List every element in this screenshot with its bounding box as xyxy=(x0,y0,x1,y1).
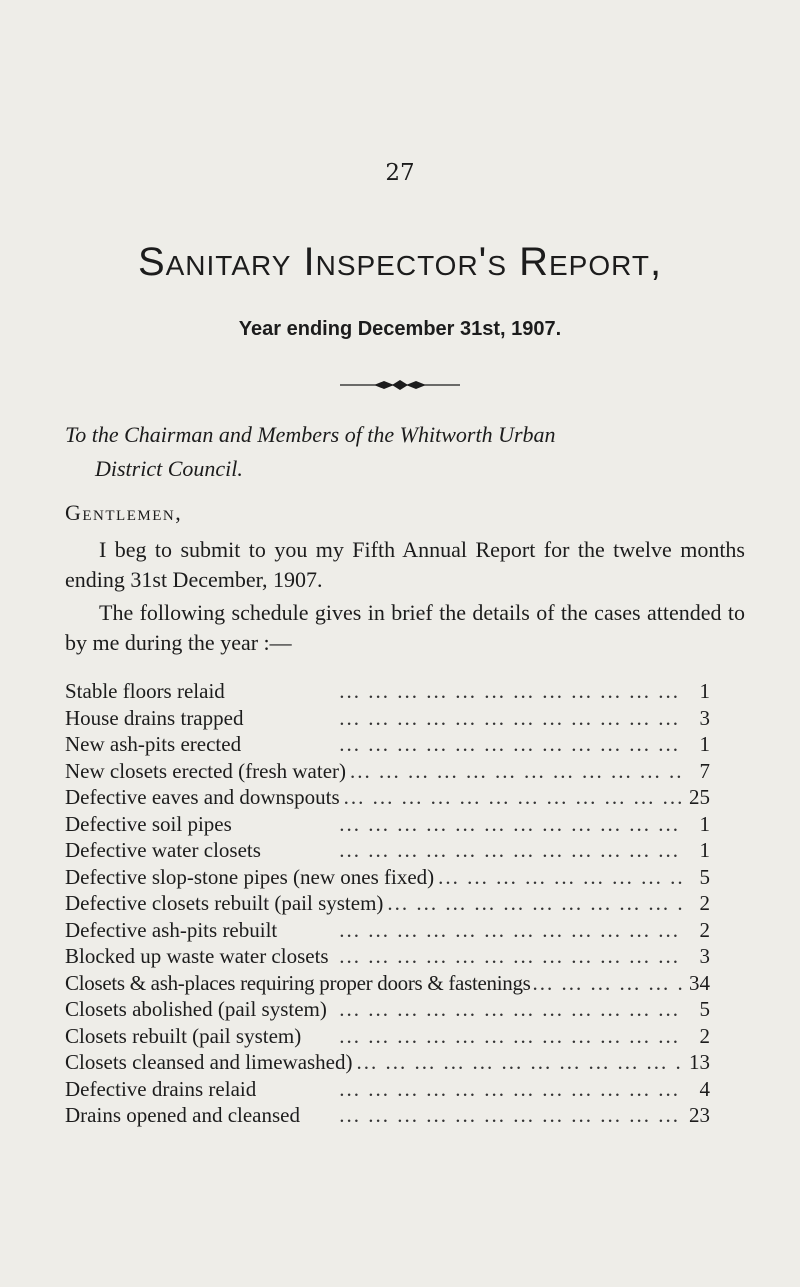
schedule-item-label: Defective water closets xyxy=(65,838,261,862)
page-number: 27 xyxy=(385,160,415,186)
schedule-item-label: Blocked up waste water closets xyxy=(65,944,329,968)
schedule-item-count: 1 xyxy=(699,811,710,836)
schedule-item-label: Defective closets rebuilt (pail system) xyxy=(65,891,384,915)
dot-leader xyxy=(301,1023,684,1050)
schedule-row xyxy=(65,837,710,864)
dot-leader xyxy=(277,917,684,944)
schedule-item-count: 5 xyxy=(699,997,710,1021)
dot-leader xyxy=(256,1076,684,1103)
schedule-row xyxy=(65,1049,710,1076)
schedule-row xyxy=(65,970,710,997)
schedule-row xyxy=(65,758,710,785)
schedule-item-label: Defective soil pipes xyxy=(65,811,232,836)
schedule-row xyxy=(65,1102,710,1129)
dot-leader xyxy=(383,890,684,917)
dot-leader xyxy=(300,1102,684,1129)
schedule-item-count: 25 xyxy=(689,785,710,809)
schedule-item-count: 2 xyxy=(699,891,710,915)
intro-paragraph: I beg to submit to you my Fifth Annual Report for the twelve months ending 31st December, 1907. xyxy=(65,537,745,592)
schedule-item-label: Defective ash-pits rebuilt xyxy=(65,917,278,942)
schedule-row xyxy=(65,1023,710,1050)
schedule-item-count: 34 xyxy=(689,970,710,995)
schedule-item-count: 1 xyxy=(699,732,710,756)
schedule-item-label: New ash-pits erected xyxy=(65,732,242,756)
schedule-row xyxy=(65,890,710,917)
dot-leader xyxy=(434,864,684,891)
schedule-intro-paragraph: The following schedule gives in brief the details of the cases attended to by me during the year :— xyxy=(65,600,745,655)
salutation: Gentlemen, xyxy=(65,500,183,525)
address-block xyxy=(65,418,765,486)
schedule-item-label: House drains trapped xyxy=(65,705,244,730)
schedule-item-label: Closets cleansed and limewashed) xyxy=(65,1050,353,1074)
report-subtitle: Year ending December 31st, 1907. xyxy=(238,318,562,340)
schedule-row xyxy=(65,731,710,758)
schedule-row xyxy=(65,1076,710,1103)
schedule-item-count: 3 xyxy=(699,705,710,730)
dot-leader xyxy=(243,705,684,732)
schedule-item-count: 13 xyxy=(689,1050,710,1074)
schedule-item-count: 1 xyxy=(699,838,710,862)
schedule-item-count: 5 xyxy=(699,864,710,889)
schedule-row xyxy=(65,678,710,705)
schedule-item-label: Closets abolished (pail system) xyxy=(65,997,327,1021)
schedule-row xyxy=(65,917,710,944)
schedule-item-label: Defective slop-stone pipes (new ones fixed) xyxy=(65,864,435,889)
schedule-item-count: 2 xyxy=(699,917,710,942)
schedule-row xyxy=(65,705,710,732)
report-title: Sanitary Inspector's Report, xyxy=(137,240,663,284)
schedule-row xyxy=(65,784,710,811)
schedule-row xyxy=(65,996,710,1023)
schedule-item-label: Closets & ash-places requiring proper doors & fastenings xyxy=(65,970,531,995)
schedule-item-count: 1 xyxy=(699,679,710,703)
schedule-item-label: Drains opened and cleansed xyxy=(65,1103,300,1127)
dot-leader xyxy=(531,970,684,997)
divider-ornament xyxy=(340,378,460,392)
dot-leader xyxy=(353,1049,685,1076)
schedule-item-count: 23 xyxy=(689,1103,710,1127)
schedule-list xyxy=(65,678,710,1129)
schedule-item-count: 3 xyxy=(699,944,710,968)
schedule-item-label: Stable floors relaid xyxy=(65,679,225,703)
address-line-1: To the Chairman and Members of the Whitworth Urban xyxy=(65,422,556,447)
schedule-item-label: Closets rebuilt (pail system) xyxy=(65,1023,302,1048)
schedule-item-label: Defective drains relaid xyxy=(65,1076,257,1101)
schedule-row xyxy=(65,811,710,838)
dot-leader xyxy=(261,837,684,864)
dot-leader xyxy=(241,731,684,758)
address-line-2: District Council. xyxy=(95,456,243,481)
dot-leader xyxy=(329,943,684,970)
dot-leader xyxy=(327,996,684,1023)
schedule-item-count: 2 xyxy=(699,1023,710,1048)
dot-leader xyxy=(346,758,684,785)
schedule-item-count: 4 xyxy=(699,1076,710,1101)
schedule-row xyxy=(65,943,710,970)
schedule-item-label: New closets erected (fresh water) xyxy=(65,758,347,783)
dot-leader xyxy=(340,784,684,811)
dot-leader xyxy=(225,678,684,705)
schedule-row xyxy=(65,864,710,891)
schedule-item-label: Defective eaves and downspouts xyxy=(65,785,340,809)
schedule-item-count: 7 xyxy=(699,758,710,783)
dot-leader xyxy=(232,811,684,838)
